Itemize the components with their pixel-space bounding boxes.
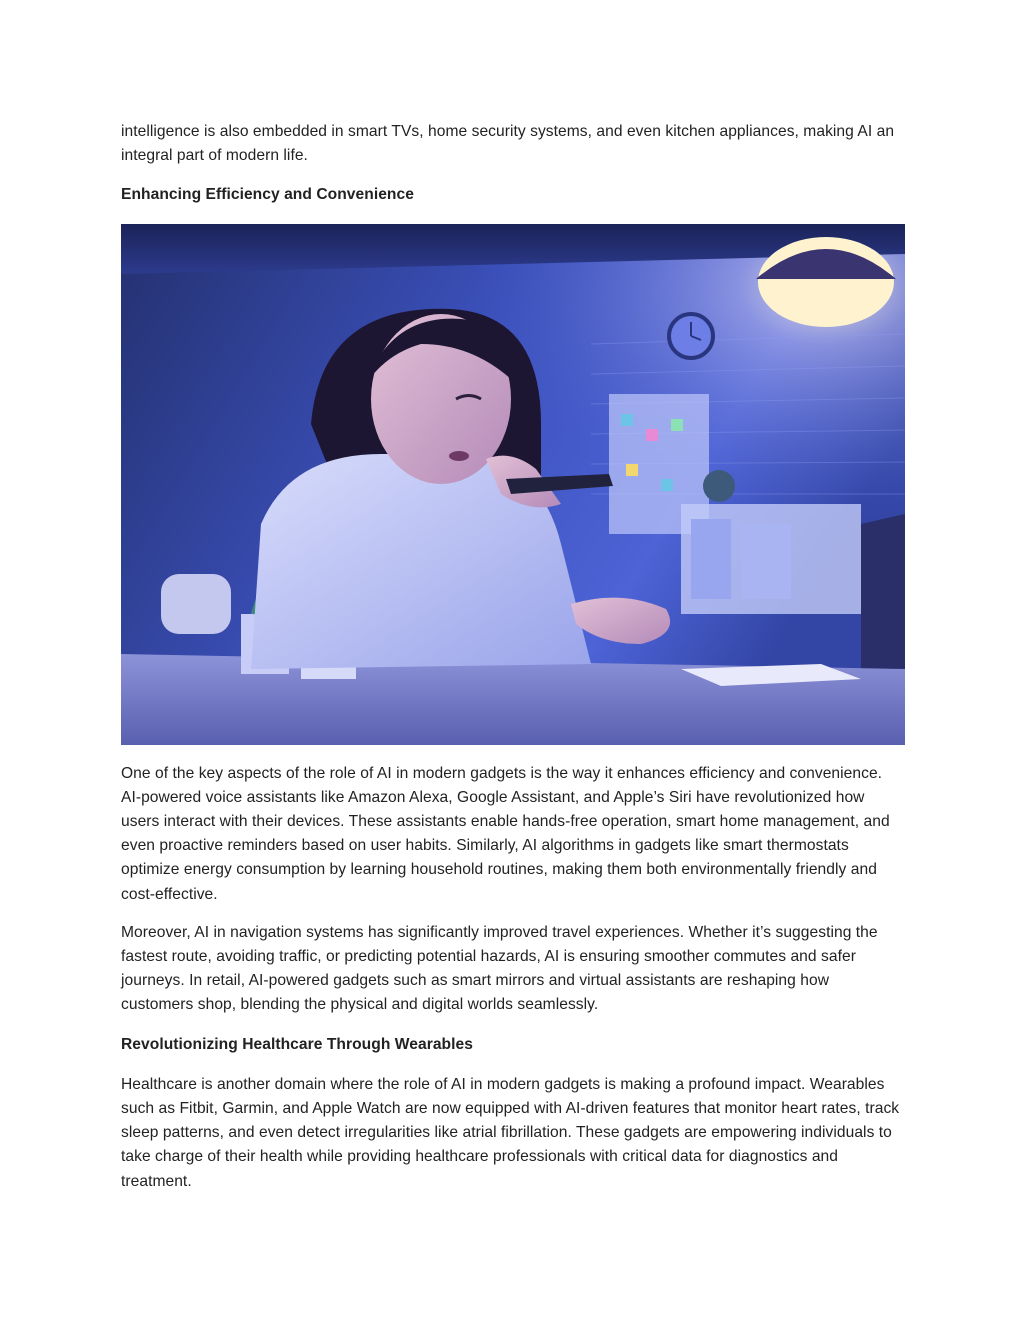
section-heading-healthcare: Revolutionizing Healthcare Through Wearables (121, 1035, 473, 1053)
section-heading-efficiency: Enhancing Efficiency and Convenience (121, 186, 414, 204)
document-page (121, 120, 905, 1194)
woman-using-voice-assistant-photo (121, 224, 905, 745)
efficiency-paragraph-1: One of the key aspects of the role of AI in modern gadgets is the way it enhances efficiency and convenience. AI-powered voice assistants like Amazon Alexa, Google Assistant, and Apple’s Siri have revolutionized how users interact with their devices. These assistants enable hands-free operation, smart home management, and even proactive reminders based on user habits. Similarly, AI algorithms in gadgets like smart thermostats optimize energy consumption by learning household routines, making them both environmentally friendly and cost-effective. (121, 764, 890, 903)
healthcare-paragraph-1: Healthcare is another domain where the role of AI in modern gadgets is making a profound impact. Wearables such as Fitbit, Garmin, and Apple Watch are now equipped with AI-driven features that monitor heart rates, track sleep patterns, and even detect irregularities like atrial fibrillation. These gadgets are empowering individuals to take charge of their health while providing healthcare professionals with critical data for diagnostics and treatment. (121, 1075, 900, 1190)
efficiency-paragraph-2: Moreover, AI in navigation systems has significantly improved travel experiences. Whether it’s suggesting the fastest route, avoiding traffic, or predicting potential hazards, AI is ensuring smoother commutes and safer journeys. In retail, AI-powered gadgets such as smart mirrors and virtual assistants are reshaping how customers shop, blending the physical and digital worlds seamlessly. (121, 923, 878, 1014)
intro-paragraph: intelligence is also embedded in smart TVs, home security systems, and even kitchen appliances, making AI an integral part of modern life. (121, 123, 895, 165)
